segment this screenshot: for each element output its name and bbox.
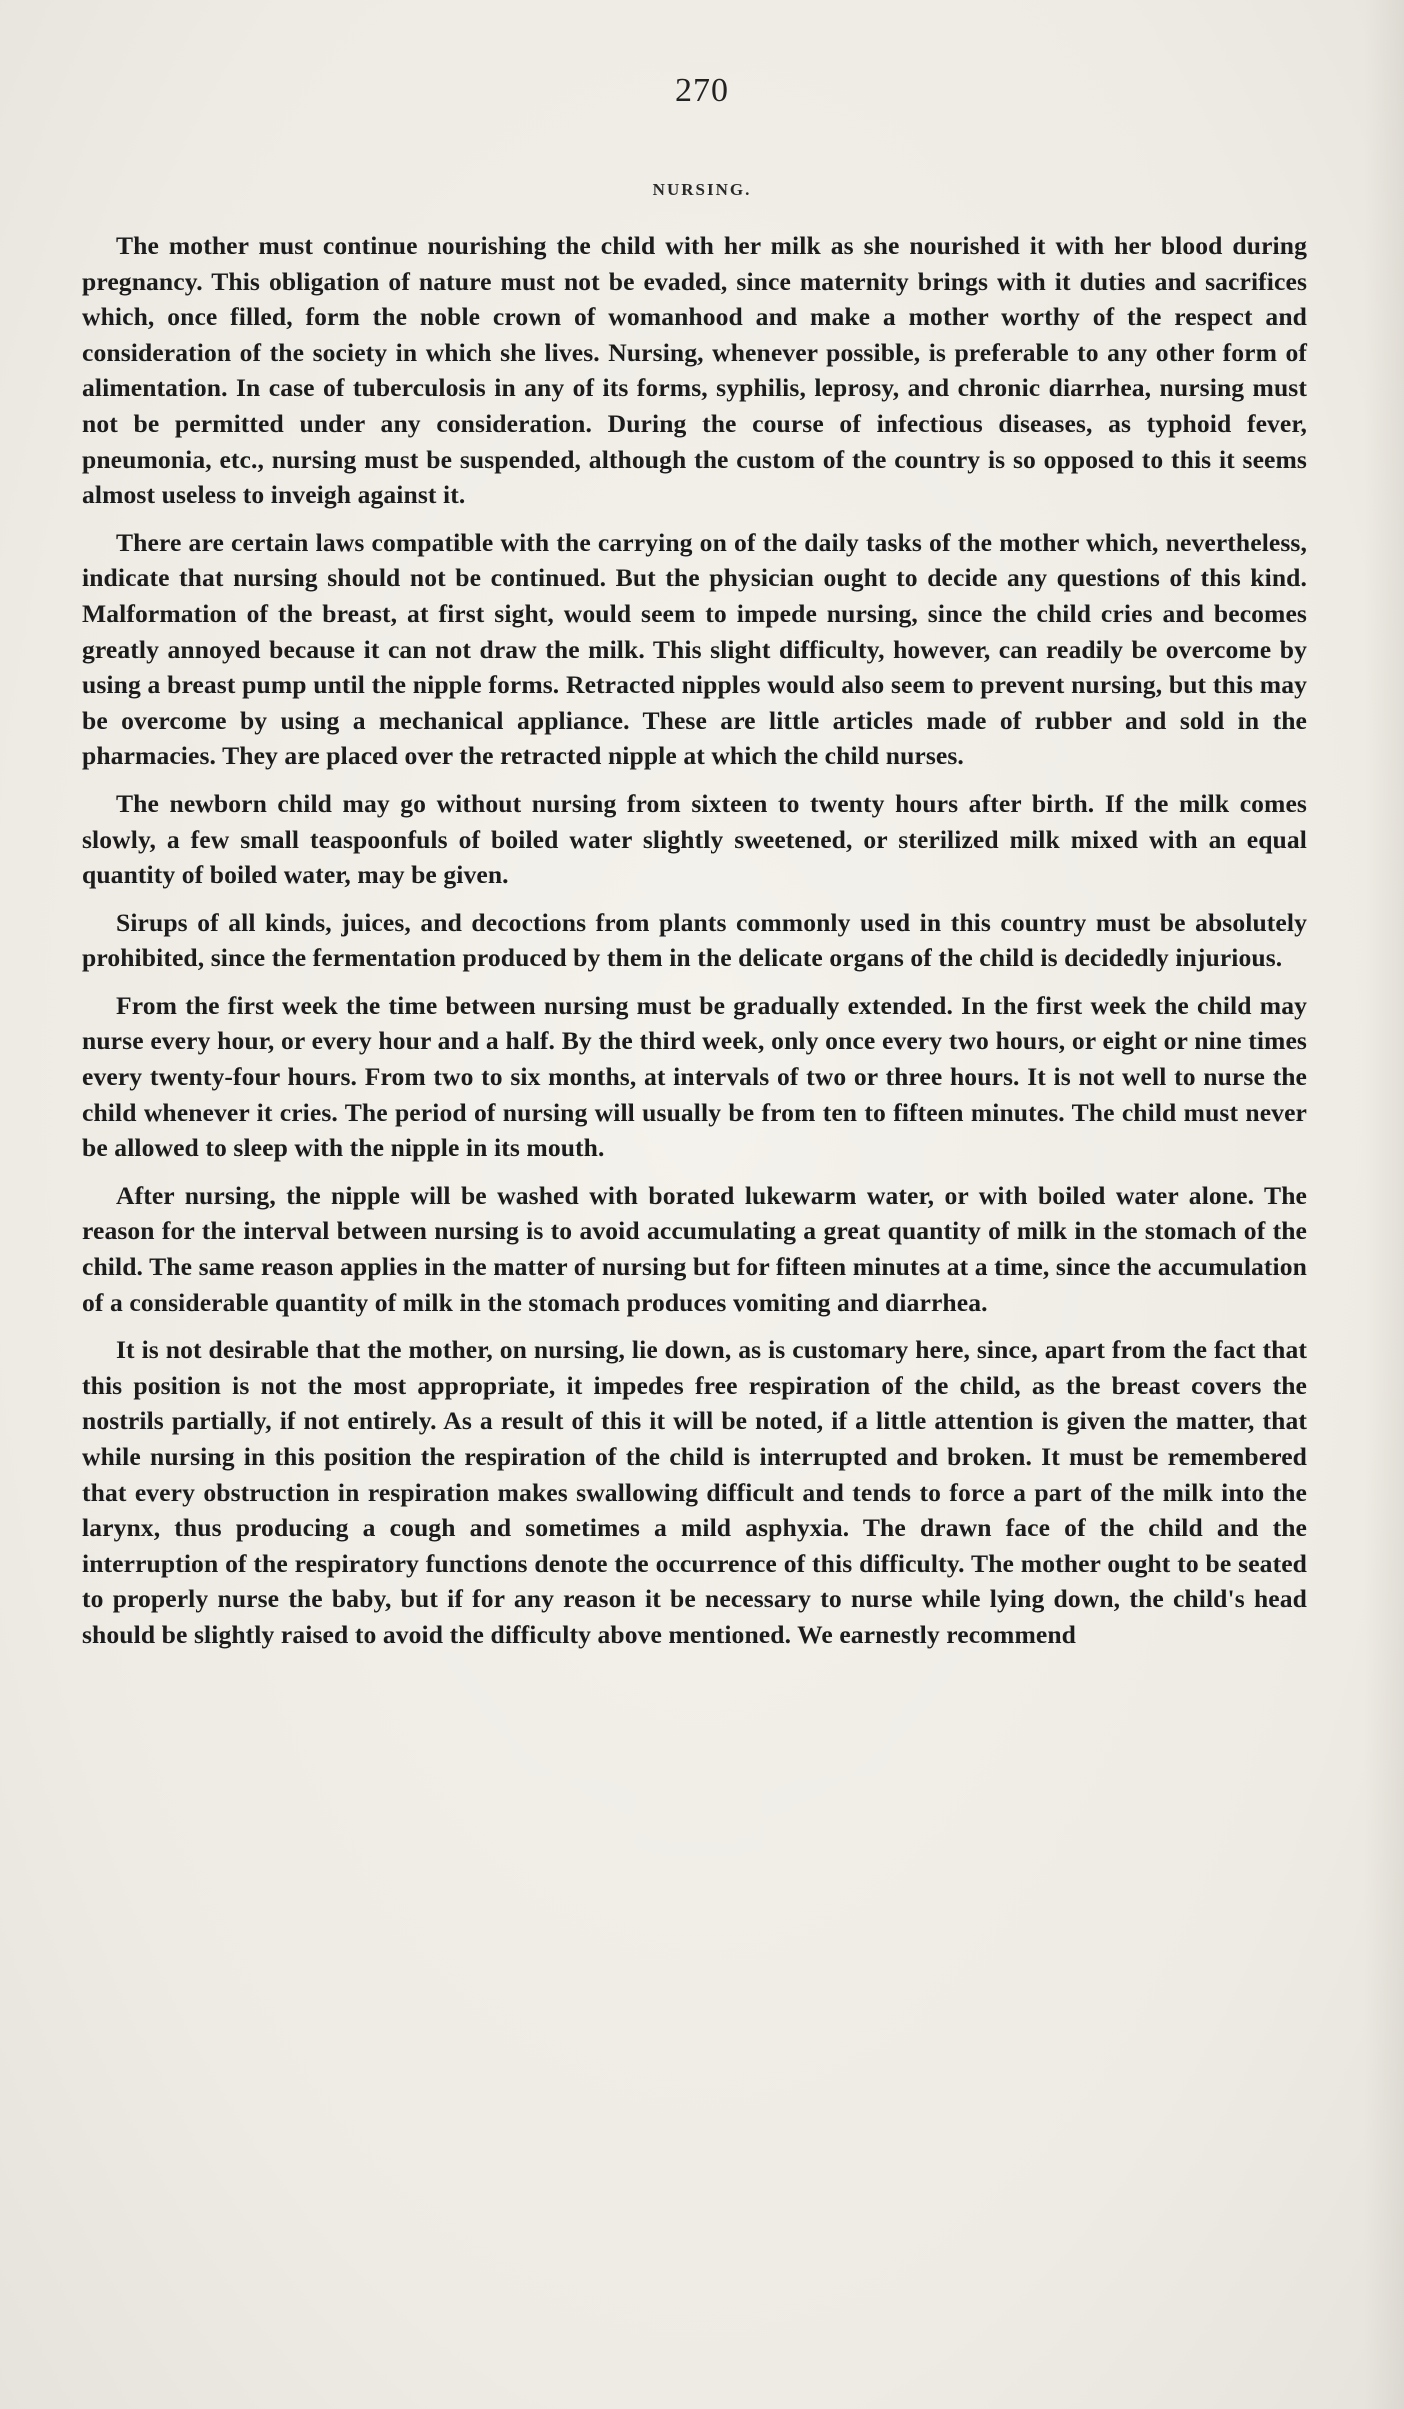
paragraph: There are certain laws compatible with the carrying on of the daily tasks of the mother which, nevertheless, indicate that nursing should not be continued. But the physician ought to decide any questions of this kind. Malformation of the breast, at first sight, would seem to impede nursing, since the child cries and becomes greatly annoyed because it can not draw the milk. This slight difficulty, however, can readily be overcome by using a breast pump until the nipple forms. Retracted nipples would also seem to prevent nursing, but this may be overcome by using a mechanical appliance. These are little articles made of rubber and sold in the pharmacies. They are placed over the retracted nipple at which the child nurses. [82, 527, 1307, 771]
paragraph: It is not desirable that the mother, on nursing, lie down, as is customary here, since, apart from the fact that this position is not the most appropriate, it impedes free respiration of the child, as the breast covers the nostrils partially, if not entirely. As a result of this it will be noted, if a little attention is given the matter, that while nursing in this position the respiration of the child is interrupted and broken. It must be remembered that every obstruction in respiration makes swallowing difficult and tends to force a part of the milk into the larynx, thus producing a cough and sometimes a mild asphyxia. The drawn face of the child and the interruption of the respiratory functions denote the occurrence of this difficulty. The mother ought to be seated to properly nurse the baby, but if for any reason it be necessary to nurse while lying down, the child's head should be slightly raised to avoid the difficulty above mentioned. We earnestly recommend [82, 1335, 1307, 1649]
page-number: 270 [675, 72, 729, 109]
paragraph: Sirups of all kinds, juices, and decoctions from plants commonly used in this country must be absolutely prohibited, since the fermentation produced by them in the delicate organs of the child is decidedly injurious. [82, 907, 1307, 973]
paragraph: After nursing, the nipple will be washed with borated lukewarm water, or with boiled water alone. The reason for the interval between nursing is to avoid accumulating a great quantity of milk in the stomach of the child. The same reason applies in the matter of nursing but for fifteen minutes at a time, since the accumulation of a considerable quantity of milk in the stomach produces vomiting and diarrhea. [82, 1180, 1307, 1317]
paragraph: From the first week the time between nursing must be gradually extended. In the first week the child may nurse every hour, or every hour and a half. By the third week, only once every two hours, or eight or nine times every twenty-four hours. From two to six months, at intervals of two or three hours. It is not well to nurse the child whenever it cries. The period of nursing will usually be from ten to fifteen minutes. The child must never be allowed to sleep with the nipple in its mouth. [82, 990, 1307, 1163]
paragraph: The newborn child may go without nursing from sixteen to twenty hours after birth. If the milk comes slowly, a few small teaspoonfuls of boiled water slightly sweetened, or sterilized milk mixed with an equal quantity of boiled water, may be given. [82, 788, 1307, 890]
running-head: NURSING. [652, 180, 752, 199]
paragraph: The mother must continue nourishing the child with her milk as she nourished it with her blood during pregnancy. This obligation of nature must not be evaded, since maternity brings with it duties and sacrifices which, once filled, form the noble crown of womanhood and make a mother worthy of the respect and consideration of the society in which she lives. Nursing, whenever possible, is preferable to any other form of alimentation. In case of tuberculosis in any of its forms, syphilis, leprosy, and chronic diarrhea, nursing must not be permitted under any consideration. During the course of infectious diseases, as typhoid fever, pneumonia, etc., nursing must be suspended, although the custom of the country is so opposed to this it seems almost useless to inveigh against it. [82, 231, 1307, 510]
page-edge-shadow [1364, 0, 1404, 2409]
body-text [82, 228, 1307, 1665]
